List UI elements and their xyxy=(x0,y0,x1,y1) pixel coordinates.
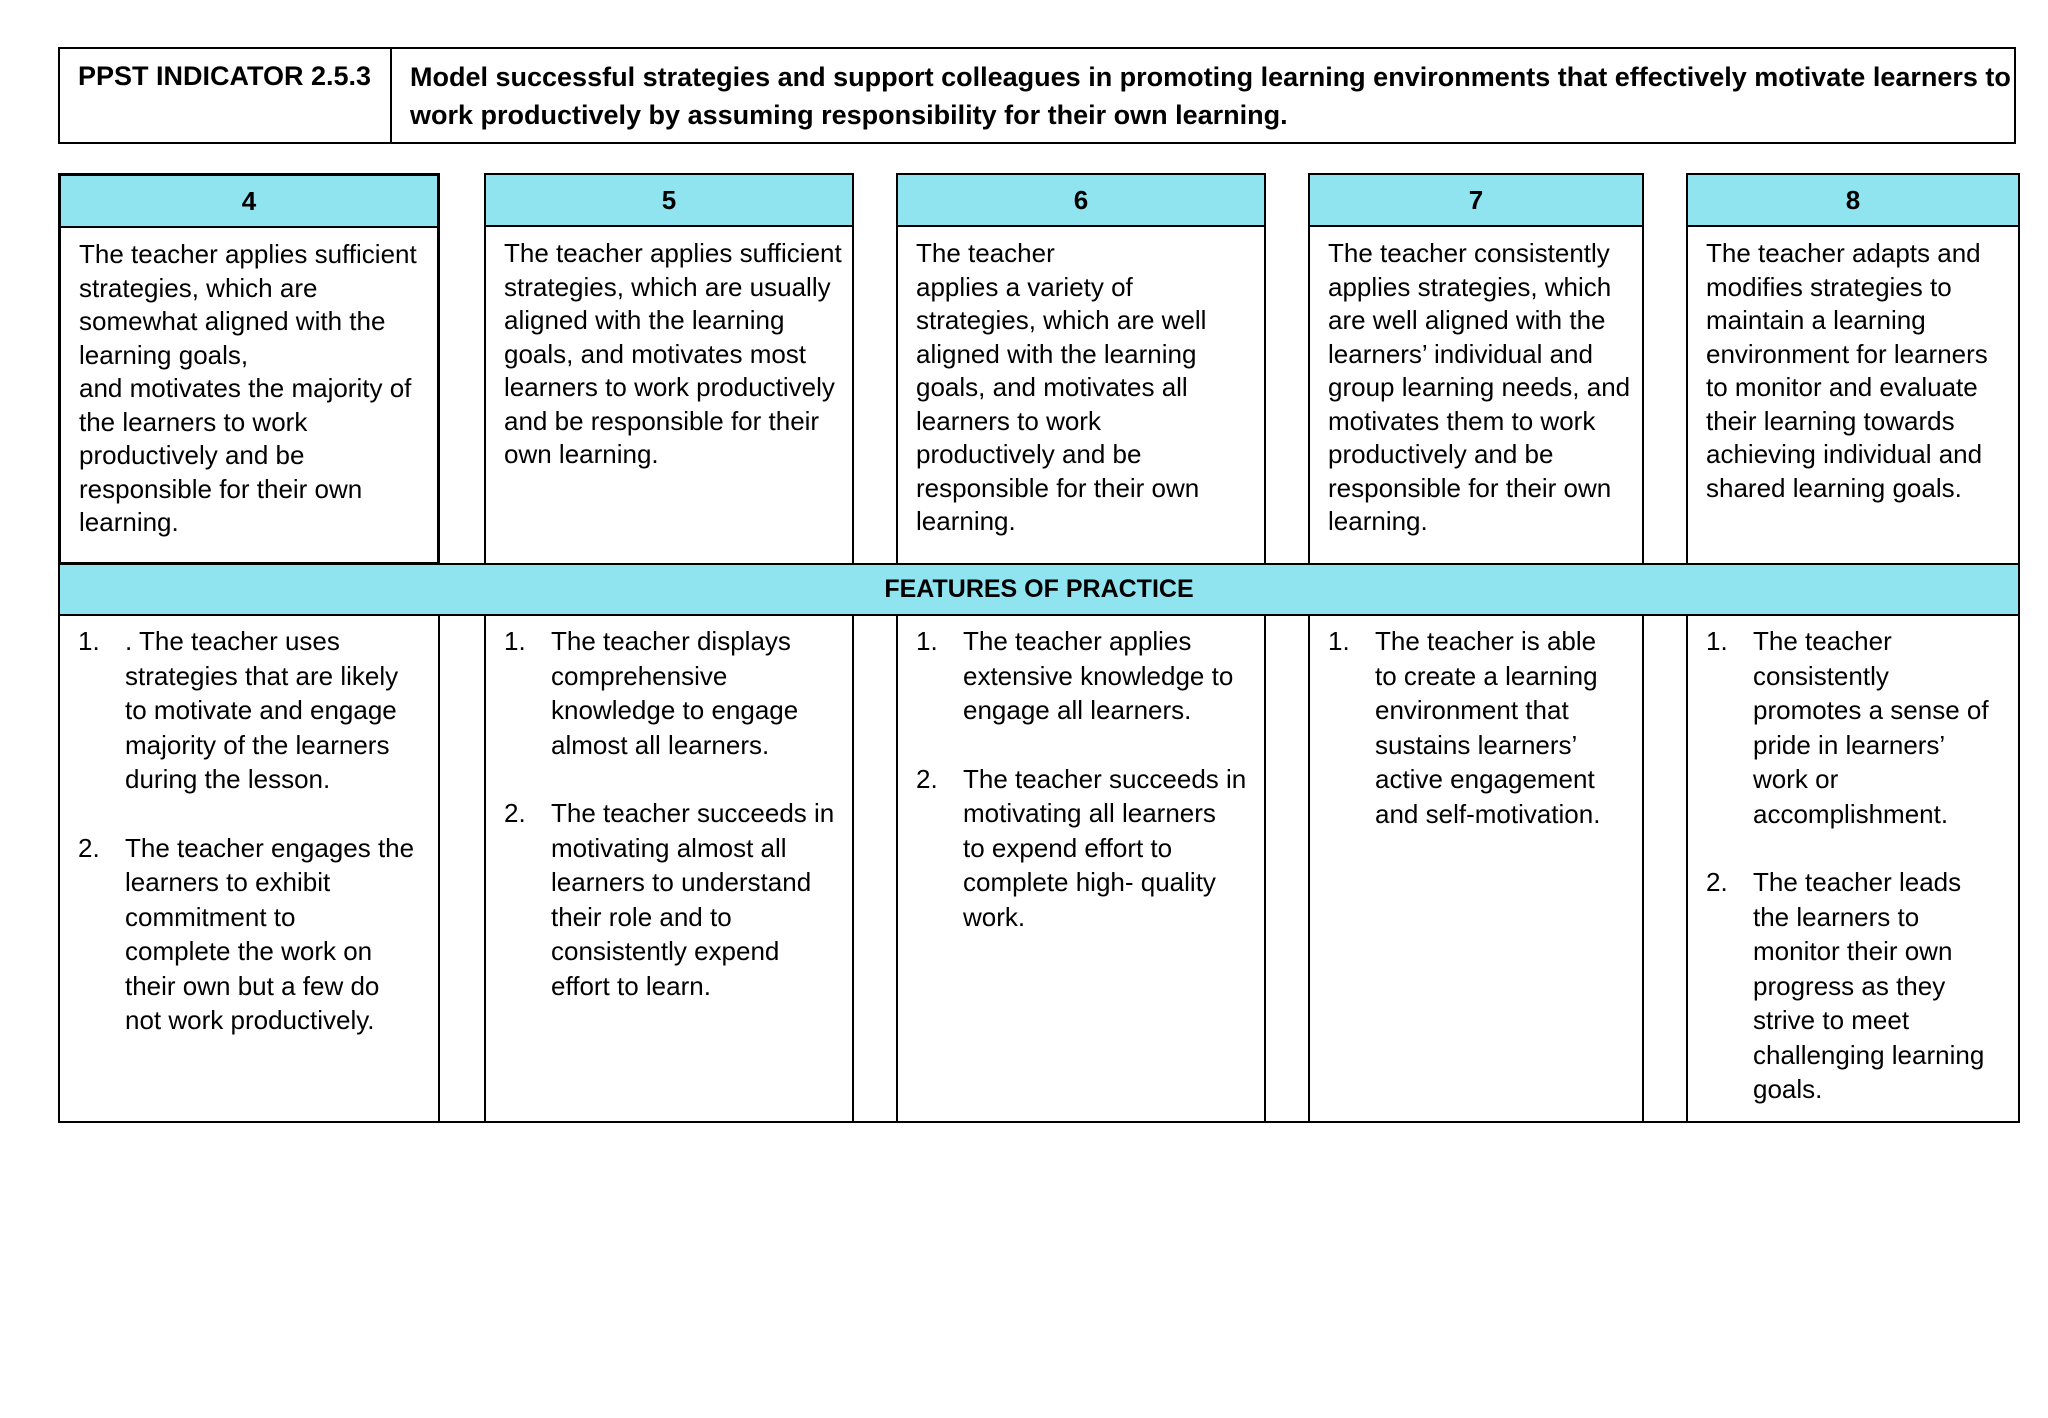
level-header: 4 xyxy=(61,176,437,228)
indicator-label: PPST INDICATOR 2.5.3 xyxy=(60,49,392,142)
indicator-header xyxy=(58,47,2016,144)
features-column-8 xyxy=(1686,614,2020,1123)
features-list xyxy=(1688,614,2018,1107)
item-number: 1. xyxy=(1328,626,1350,656)
item-text: The teacher succeeds in motivating all learners to expend effort to complete high- quality work. xyxy=(963,763,1247,932)
level-column-6 xyxy=(896,173,1266,565)
list-item xyxy=(916,762,1252,935)
level-description: The teacher applies sufficient strategies, which are usually aligned with the learning goals, and motivates most learners to work productively and be responsible for their own learning. xyxy=(504,238,842,469)
item-text: The teacher consistently promotes a sense of pride in learners’ work or accomplishment. xyxy=(1753,626,1989,829)
list-item xyxy=(1706,865,2006,1107)
features-list xyxy=(486,614,852,1003)
item-text: The teacher is able to create a learning environment that sustains learners’ active engagement and self-motivation. xyxy=(1375,626,1601,829)
item-number: 2. xyxy=(916,763,938,794)
level-description: The teacher applies a variety of strategies, which are well aligned with the learning goals, and motivates all learners to work productively and be responsible for their own learning. xyxy=(916,238,1207,536)
list-item xyxy=(78,624,426,797)
list-item xyxy=(1328,624,1630,831)
list-item xyxy=(916,624,1252,728)
column-gap xyxy=(1266,614,1308,1123)
item-text: The teacher displays comprehensive knowledge to engage almost all learners. xyxy=(551,626,799,760)
item-text: The teacher applies extensive knowledge to engage all learners. xyxy=(963,626,1234,725)
item-number: 2. xyxy=(504,798,526,828)
features-of-practice-heading: FEATURES OF PRACTICE xyxy=(58,563,2020,616)
features-list xyxy=(60,614,438,1038)
features-list xyxy=(1310,614,1642,831)
level-description: The teacher adapts and modifies strategies to maintain a learning environment for learners to monitor and evaluate their learning towards achieving individual and shared learning goals. xyxy=(1706,238,1988,503)
item-number: 1. xyxy=(78,626,100,656)
level-description: The teacher applies sufficient strategies, which are somewhat aligned with the learning goals, and motivates the majority of the learners to work productively and be responsible for their own learning. xyxy=(79,239,417,537)
level-column-5 xyxy=(484,173,854,565)
level-header: 5 xyxy=(486,175,852,227)
features-list xyxy=(898,614,1264,934)
list-item xyxy=(78,831,426,1038)
column-gap xyxy=(854,614,896,1123)
list-item xyxy=(504,624,840,762)
level-column-7 xyxy=(1308,173,1644,565)
list-item xyxy=(1706,624,2006,831)
level-column-4 xyxy=(58,173,440,565)
column-gap xyxy=(1644,614,1686,1123)
list-item xyxy=(504,796,840,1003)
indicator-text: Model successful strategies and support colleagues in promoting learning environments that effectively motivate learners to work productively by assuming responsibility for their own learning. xyxy=(410,62,2011,130)
features-column-7 xyxy=(1308,614,1644,1123)
level-column-8 xyxy=(1686,173,2020,565)
item-number: 1. xyxy=(1706,626,1728,656)
item-number: 1. xyxy=(504,626,526,656)
item-text: The teacher leads the learners to monitor their own progress as they strive to meet challenging learning goals. xyxy=(1753,867,1985,1104)
features-column-6 xyxy=(896,614,1266,1123)
item-number: 2. xyxy=(78,832,100,863)
level-header: 8 xyxy=(1688,175,2018,227)
item-number: 2. xyxy=(1706,867,1728,897)
column-gap xyxy=(440,614,484,1123)
level-description: The teacher consistently applies strategies, which are well aligned with the learners’ individual and group learning needs, and motivates them to work productively and be responsible for their own learning. xyxy=(1328,238,1631,536)
features-column-5 xyxy=(484,614,854,1123)
item-text: . The teacher uses strategies that are likely to motivate and engage majority of the learners during the lesson. xyxy=(125,626,399,794)
item-number: 1. xyxy=(916,626,938,656)
level-header: 7 xyxy=(1310,175,1642,227)
level-header: 6 xyxy=(898,175,1264,227)
item-text: The teacher succeeds in motivating almost all learners to understand their role and to consistently expend effort to learn. xyxy=(551,798,835,1001)
item-text: The teacher engages the learners to exhibit commitment to complete the work on their own but a few do not work productively. xyxy=(125,832,415,1035)
features-column-4 xyxy=(58,614,440,1123)
